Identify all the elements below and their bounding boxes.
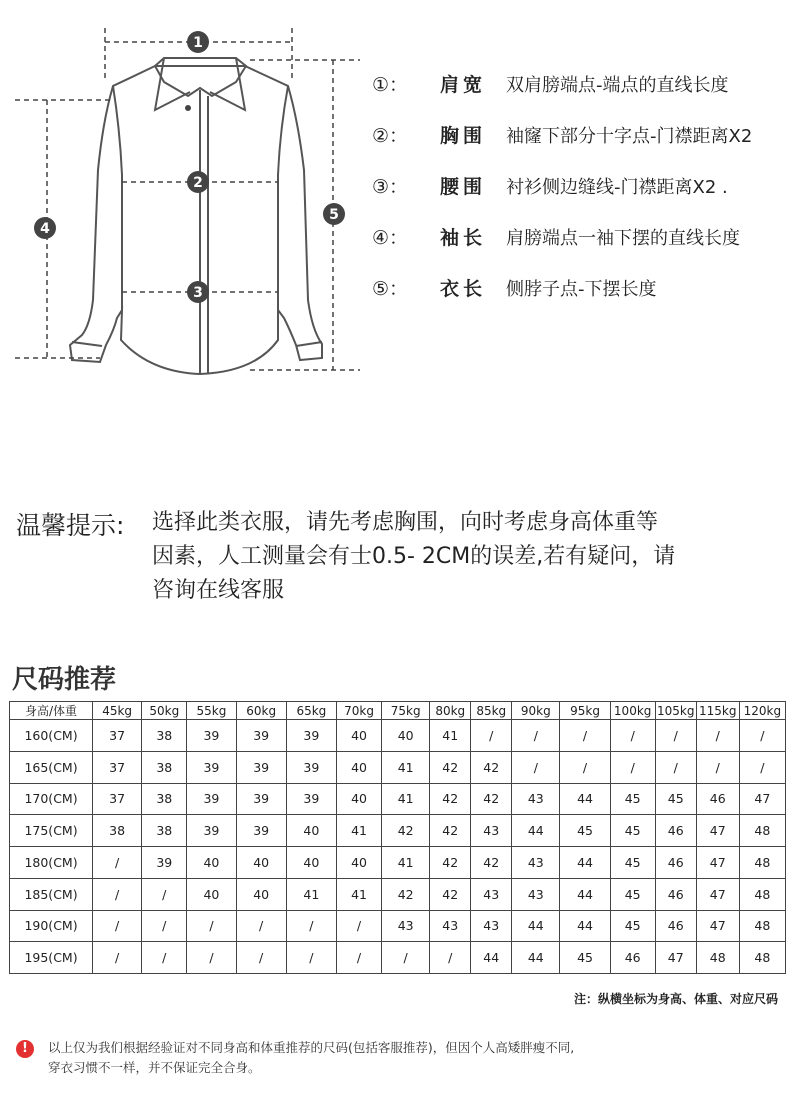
size-cell: /	[655, 720, 696, 752]
size-cell: 40	[236, 847, 286, 879]
size-cell: /	[560, 751, 610, 783]
shirt-outline	[70, 58, 322, 374]
size-cell: /	[93, 878, 142, 910]
header-weight: 105kg	[656, 703, 695, 718]
size-cell: 40	[236, 878, 286, 910]
legend-name: 胸围	[440, 125, 487, 147]
legend-name: 肩宽	[440, 74, 487, 96]
row-height: 180(CM)	[10, 847, 93, 879]
size-cell: 42	[471, 751, 512, 783]
size-cell: 48	[739, 847, 785, 879]
disclaimer-line: 穿衣习惯不一样，并不保证完全合身。	[48, 1060, 261, 1075]
table-row	[10, 910, 786, 942]
row-height: 160(CM)	[10, 720, 93, 752]
size-cell: /	[739, 751, 785, 783]
size-cell: 39	[286, 783, 336, 815]
size-cell: 41	[382, 847, 430, 879]
row-height: 195(CM)	[10, 942, 93, 974]
size-cell: /	[336, 910, 381, 942]
size-cell: 39	[142, 847, 187, 879]
tip-line: 选择此类衣服，请先考虑胸围，向时考虑身高体重等	[152, 510, 659, 535]
row-height: 165(CM)	[10, 751, 93, 783]
legend-number: ③：	[372, 176, 409, 198]
marker-2	[187, 171, 209, 193]
header-weight: 90kg	[512, 702, 560, 720]
legend-number: ①：	[372, 74, 409, 96]
size-cell: 41	[286, 878, 336, 910]
size-cell: 45	[560, 815, 610, 847]
size-cell: 45	[610, 878, 655, 910]
size-cell: /	[286, 942, 336, 974]
size-cell: 42	[471, 783, 512, 815]
size-cell: 44	[471, 942, 512, 974]
row-height: 170(CM)	[10, 783, 93, 815]
size-cell: /	[560, 720, 610, 752]
size-cell: /	[142, 910, 187, 942]
size-table	[9, 701, 786, 974]
size-cell: 38	[142, 783, 187, 815]
size-cell: 40	[187, 878, 236, 910]
measurement-legend	[372, 58, 752, 313]
header-weight: 100kg	[610, 702, 655, 720]
table-row	[10, 847, 786, 879]
size-cell: 41	[382, 751, 430, 783]
header-weight: 115kg	[696, 702, 739, 720]
size-cell: 39	[236, 751, 286, 783]
size-table-title: 尺码推荐	[12, 665, 117, 695]
size-cell: /	[236, 942, 286, 974]
size-cell: 41	[336, 878, 381, 910]
size-cell: /	[430, 942, 471, 974]
size-cell: 44	[560, 910, 610, 942]
size-cell: 41	[382, 783, 430, 815]
size-cell: 39	[286, 720, 336, 752]
size-cell: 37	[93, 783, 142, 815]
size-cell: 45	[610, 783, 655, 815]
size-cell: 39	[187, 720, 236, 752]
shirt-measurement-diagram	[0, 0, 370, 380]
size-cell: 46	[610, 942, 655, 974]
legend-description: 衬衫侧边缝线-门襟距离X2 .	[506, 176, 728, 198]
legend-row-waist	[372, 160, 752, 211]
marker-4	[34, 217, 56, 239]
size-cell: /	[236, 910, 286, 942]
svg-text:1: 1	[193, 35, 203, 51]
legend-number: ②：	[372, 125, 409, 147]
size-cell: /	[142, 942, 187, 974]
size-table-header	[10, 702, 786, 720]
size-cell: /	[610, 751, 655, 783]
svg-text:4: 4	[40, 221, 50, 237]
marker-1	[187, 31, 209, 53]
size-cell: 42	[430, 751, 471, 783]
legend-name: 腰围	[440, 176, 487, 198]
table-row	[10, 751, 786, 783]
size-cell: 43	[512, 783, 560, 815]
size-cell: /	[610, 720, 655, 752]
size-cell: 47	[696, 878, 739, 910]
size-cell: /	[187, 910, 236, 942]
legend-description: 侧脖子点-下摆长度	[506, 278, 657, 300]
size-cell: 39	[187, 783, 236, 815]
size-cell: 40	[336, 751, 381, 783]
size-cell: 47	[696, 815, 739, 847]
header-weight: 120kg	[739, 702, 785, 720]
legend-description: 双肩膀端点-端点的直线长度	[506, 74, 729, 96]
size-cell: 46	[655, 815, 696, 847]
size-cell: 37	[93, 720, 142, 752]
svg-text:2: 2	[193, 175, 203, 191]
size-cell: 40	[286, 815, 336, 847]
header-height-weight: 身高/体重	[10, 702, 93, 720]
size-cell: /	[93, 910, 142, 942]
size-cell: 43	[512, 847, 560, 879]
legend-name: 衣长	[440, 278, 487, 300]
size-cell: 39	[236, 783, 286, 815]
svg-text:3: 3	[193, 285, 203, 301]
disclaimer-line: 以上仅为我们根据经验证对不同身高和体重推荐的尺码(包括客服推荐)，但因个人高矮胖瘦不同,	[48, 1040, 575, 1055]
header-weight: 80kg	[430, 702, 471, 720]
button-dot	[185, 105, 191, 111]
size-cell: 46	[655, 847, 696, 879]
header-weight: 65kg	[286, 702, 336, 720]
size-cell: 42	[382, 815, 430, 847]
tip-line: 咨询在线客服	[152, 578, 285, 603]
size-cell: 44	[512, 910, 560, 942]
size-cell: 42	[430, 815, 471, 847]
size-cell: 43	[430, 910, 471, 942]
size-cell: /	[696, 751, 739, 783]
size-cell: 47	[739, 783, 785, 815]
header-weight: 75kg	[382, 702, 430, 720]
header-weight: 85kg	[471, 702, 512, 720]
size-cell: 42	[430, 847, 471, 879]
size-cell: 45	[610, 910, 655, 942]
size-cell: 45	[655, 783, 696, 815]
tip-title: 温馨提示:	[16, 511, 125, 540]
size-cell: 39	[286, 751, 336, 783]
legend-number: ⑤：	[372, 278, 409, 300]
legend-row-shoulder	[372, 58, 752, 109]
header-weight: 50kg	[142, 702, 187, 720]
size-cell: 43	[512, 878, 560, 910]
size-cell: /	[93, 847, 142, 879]
size-cell: 38	[142, 720, 187, 752]
size-cell: 48	[739, 878, 785, 910]
size-cell: 39	[187, 815, 236, 847]
legend-name: 袖长	[440, 227, 487, 249]
size-cell: 48	[739, 910, 785, 942]
size-cell: /	[286, 910, 336, 942]
measurement-lines	[15, 28, 360, 370]
size-cell: 43	[471, 878, 512, 910]
size-cell: /	[739, 720, 785, 752]
size-cell: 46	[696, 783, 739, 815]
legend-number: ④：	[372, 227, 409, 249]
size-cell: /	[187, 942, 236, 974]
size-cell: 47	[696, 910, 739, 942]
size-cell: 44	[512, 942, 560, 974]
legend-description: 肩膀端点一袖下摆的直线长度	[506, 227, 740, 249]
size-cell: 44	[512, 815, 560, 847]
legend-description: 袖窿下部分十字点-门襟距离X2	[506, 125, 753, 147]
size-cell: /	[512, 720, 560, 752]
table-note: 注：纵横坐标为身高、体重、对应尺码	[573, 992, 778, 1006]
header-weight: 45kg	[93, 702, 142, 720]
header-weight: 70kg	[336, 702, 381, 720]
size-cell: /	[382, 942, 430, 974]
size-cell: /	[655, 751, 696, 783]
size-cell: 43	[382, 910, 430, 942]
size-cell: 44	[560, 878, 610, 910]
size-cell: 40	[187, 847, 236, 879]
table-row	[10, 783, 786, 815]
row-height: 190(CM)	[10, 910, 93, 942]
size-cell: 39	[187, 751, 236, 783]
header-weight: 60kg	[236, 702, 286, 720]
row-height: 185(CM)	[10, 878, 93, 910]
marker-3	[187, 281, 209, 303]
size-cell: 42	[471, 847, 512, 879]
size-cell: 43	[471, 815, 512, 847]
table-row	[10, 720, 786, 752]
row-height: 175(CM)	[10, 815, 93, 847]
size-cell: 43	[471, 910, 512, 942]
size-cell: 48	[696, 942, 739, 974]
size-cell: 37	[93, 751, 142, 783]
tip-line: 因素，人工测量会有士0.5- 2CM的误差,若有疑问，请	[152, 544, 676, 569]
warning-icon: !	[16, 1040, 34, 1058]
size-cell: 44	[560, 783, 610, 815]
size-cell: 42	[430, 783, 471, 815]
size-cell: 40	[336, 720, 381, 752]
size-cell: 48	[739, 942, 785, 974]
size-cell: 44	[560, 847, 610, 879]
table-row	[10, 942, 786, 974]
size-cell: 38	[93, 815, 142, 847]
table-row	[10, 815, 786, 847]
size-cell: 41	[430, 720, 471, 752]
table-row	[10, 878, 786, 910]
header-weight: 95kg	[560, 702, 610, 720]
size-cell: 46	[655, 910, 696, 942]
size-cell: 42	[382, 878, 430, 910]
header-weight: 55kg	[187, 702, 236, 720]
size-cell: /	[142, 878, 187, 910]
legend-row-chest	[372, 109, 752, 160]
tip-text	[152, 506, 675, 608]
size-cell: 46	[655, 878, 696, 910]
marker-5	[323, 203, 345, 225]
size-cell: 47	[655, 942, 696, 974]
size-cell: /	[471, 720, 512, 752]
size-cell: 40	[336, 847, 381, 879]
legend-row-length	[372, 262, 752, 313]
size-cell: 47	[696, 847, 739, 879]
size-cell: /	[336, 942, 381, 974]
size-cell: 39	[236, 720, 286, 752]
size-cell: 42	[430, 878, 471, 910]
size-cell: 41	[336, 815, 381, 847]
size-cell: 38	[142, 751, 187, 783]
size-cell: 45	[560, 942, 610, 974]
size-cell: 45	[610, 815, 655, 847]
size-cell: 40	[336, 783, 381, 815]
size-cell: 40	[286, 847, 336, 879]
size-cell: /	[93, 942, 142, 974]
size-cell: 38	[142, 815, 187, 847]
size-cell: 39	[236, 815, 286, 847]
size-cell: /	[696, 720, 739, 752]
size-cell: 45	[610, 847, 655, 879]
size-cell: /	[512, 751, 560, 783]
legend-row-sleeve	[372, 211, 752, 262]
disclaimer-text	[48, 1038, 574, 1078]
size-cell: 40	[382, 720, 430, 752]
svg-text:5: 5	[329, 207, 339, 223]
size-cell: 48	[739, 815, 785, 847]
